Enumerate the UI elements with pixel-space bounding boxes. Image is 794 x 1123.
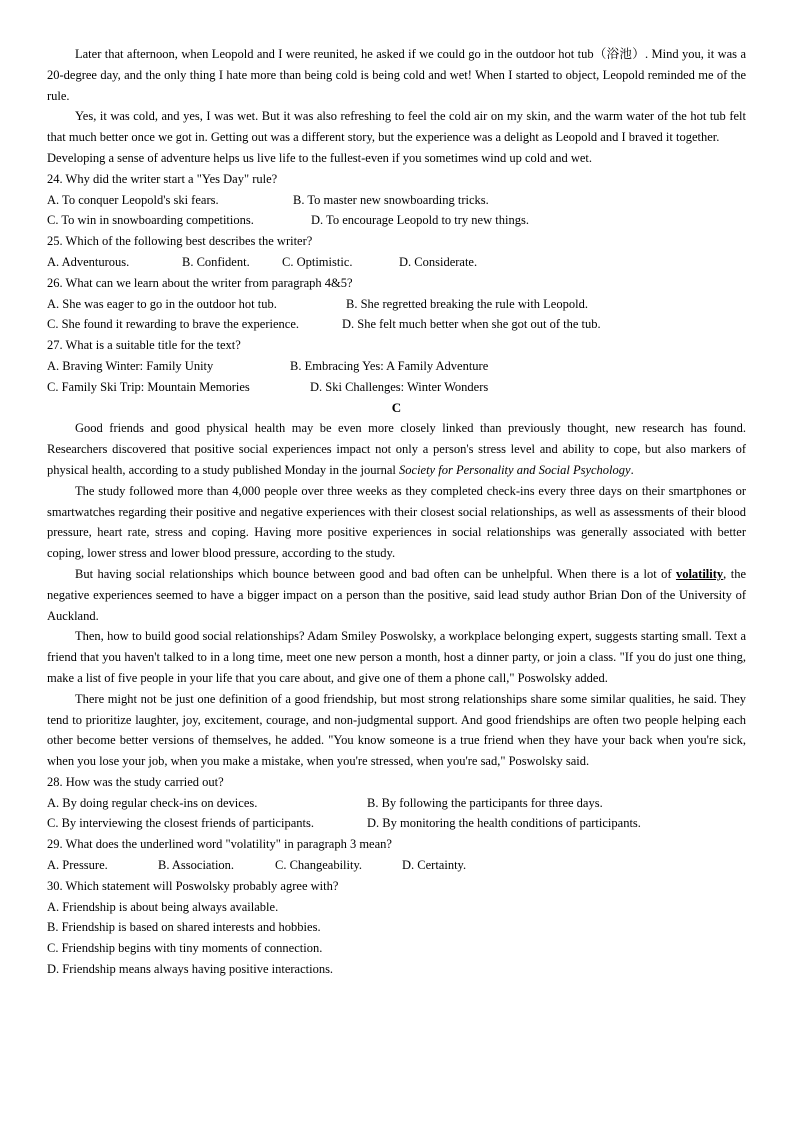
question-25-stem: 25. Which of the following best describes the writer? (47, 234, 313, 249)
passage-c-paragraph-3-text: But having social relationships which bounce between good and bad often can be unhelpful. When there is a lot of (75, 566, 676, 581)
option-b: B. Confident. (182, 254, 250, 269)
option-d: D. Certainty. (402, 858, 467, 873)
question-24-options-row-2 (47, 210, 746, 231)
option-d: D. Considerate. (399, 254, 478, 269)
option-d: D. To encourage Leopold to try new things. (311, 213, 529, 228)
question-27-stem: 27. What is a suitable title for the text? (47, 338, 241, 353)
option-a: A. Adventurous. (47, 254, 130, 269)
option-c: C. To win in snowboarding competitions. (47, 213, 254, 228)
underlined-word-volatility: volatility (675, 566, 724, 581)
option-b: B. Association. (158, 858, 235, 873)
question-28-stem: 28. How was the study carried out? (47, 774, 224, 789)
passage-c-paragraph-1-end: . (630, 462, 634, 477)
option-b: B. Friendship is based on shared interests and hobbies. (47, 920, 321, 935)
option-d: D. Friendship means always having positive interactions. (47, 962, 334, 977)
question-24-stem: 24. Why did the writer start a "Yes Day" rule? (47, 171, 278, 186)
option-a: A. Friendship is about being always available. (47, 899, 279, 914)
option-c: C. By interviewing the closest friends of participants. (47, 816, 314, 831)
option-a: A. Pressure. (47, 858, 108, 873)
option-c: C. She found it rewarding to brave the experience. (47, 317, 299, 332)
question-30-stem: 30. Which statement will Poswolsky probably agree with? (47, 878, 339, 893)
passage-c-paragraph-1-text: Good friends and good physical health may be even more closely linked than previously thought, new research has found. Researchers discovered that positive social experiences impact not only a person's stress level and ability to cope, but also markers of physical health, according to a study published Monday in the journal (47, 421, 746, 477)
passage-c-paragraph-5: There might not be just one definition of a good friendship, but most strong relationships share some similar qualities, he said. They tend to prioritize laughter, joy, excitement, courage, and non-judgmental support. And good friendships are often two people helping each other become better versions of themselves, he added. "You know someone is a true friend when they have your back when you're sick, when you lose your job, when you make a mistake, when you're stressed, when you're sad," Poswolsky said. (47, 691, 746, 769)
passage-c-paragraph-3-end: , the negative experiences seemed to have a bigger impact on a person than the positive, said lead study author Brian Don of the University of Auckland. (47, 566, 746, 623)
option-d: D. She felt much better when she got out of the tub. (342, 317, 601, 332)
question-28-options-row-1 (47, 793, 746, 814)
question-29-stem: 29. What does the underlined word "volatility" in paragraph 3 mean? (47, 837, 392, 852)
option-b: B. To master new snowboarding tricks. (293, 192, 489, 207)
option-c: C. Family Ski Trip: Mountain Memories (47, 379, 250, 394)
question-28-options-row-2 (47, 813, 746, 834)
question-26-options-row-2 (47, 314, 746, 335)
option-b: B. Embracing Yes: A Family Adventure (290, 358, 489, 373)
question-27-options-row-2 (47, 377, 746, 398)
passage-b-paragraph-1: Later that afternoon, when Leopold and I were reunited, he asked if we could go in the outdoor hot tub（浴池）. Mind you, it was a 20-degree day, and the only thing I hate more than being cold is being cold and wet! When I started to object, Leopold reminded me of the rule. (47, 47, 746, 103)
question-25-options (47, 252, 746, 273)
option-a: A. By doing regular check-ins on devices. (47, 795, 258, 810)
passage-c-paragraph-4: Then, how to build good social relationships? Adam Smiley Poswolsky, a workplace belonging expert, suggests starting small. Text a friend that you haven't talked to in a long time, meet one new person a month, host a dinner party, or join a class. "If you do just one thing, make a list of five people in your life that you care about, and give one of them a phone call," Poswolsky added. (47, 629, 746, 685)
section-c-heading: C (391, 399, 402, 415)
question-29-options (47, 855, 746, 876)
exam-page (47, 44, 746, 980)
question-24-options-row-1 (47, 190, 746, 211)
passage-c-paragraph-3 (47, 564, 746, 626)
option-c: C. Changeability. (275, 858, 363, 873)
option-b: B. By following the participants for three days. (367, 795, 603, 810)
option-b: B. She regretted breaking the rule with Leopold. (346, 296, 588, 311)
journal-name: Society for Personality and Social Psychology (399, 462, 631, 477)
option-d: D. By monitoring the health conditions of participants. (367, 816, 641, 831)
option-d: D. Ski Challenges: Winter Wonders (310, 379, 489, 394)
passage-b-paragraph-3: Developing a sense of adventure helps us live life to the fullest-even if you sometimes wind up cold and wet. (47, 150, 593, 165)
passage-c-paragraph-1 (47, 418, 746, 480)
option-c: C. Optimistic. (282, 254, 353, 269)
option-a: A. Braving Winter: Family Unity (47, 358, 214, 373)
question-26-options-row-1 (47, 294, 746, 315)
passage-c-paragraph-2: The study followed more than 4,000 people over three weeks as they completed check-ins every three days on their smartphones or smartwatches regarding their positive and negative experiences with their closest social relationships, as well as assessments of their blood pressure, heart rate, stress and coping. Having more positive experiences in social relationships was generally associated with better coping, lower stress and lower blood pressure, according to the study. (47, 483, 746, 561)
option-a: A. She was eager to go in the outdoor hot tub. (47, 296, 277, 311)
question-27-options-row-1 (47, 356, 746, 377)
passage-b-paragraph-2: Yes, it was cold, and yes, I was wet. But it was also refreshing to feel the cold air on my skin, and the warm water of the hot tub felt that much better once we got in. Getting out was a different story, but the experience was a delight as Leopold and I braved it together. (47, 109, 746, 145)
question-26-stem: 26. What can we learn about the writer from paragraph 4&5? (47, 275, 353, 290)
option-a: A. To conquer Leopold's ski fears. (47, 192, 219, 207)
option-c: C. Friendship begins with tiny moments of connection. (47, 941, 323, 956)
